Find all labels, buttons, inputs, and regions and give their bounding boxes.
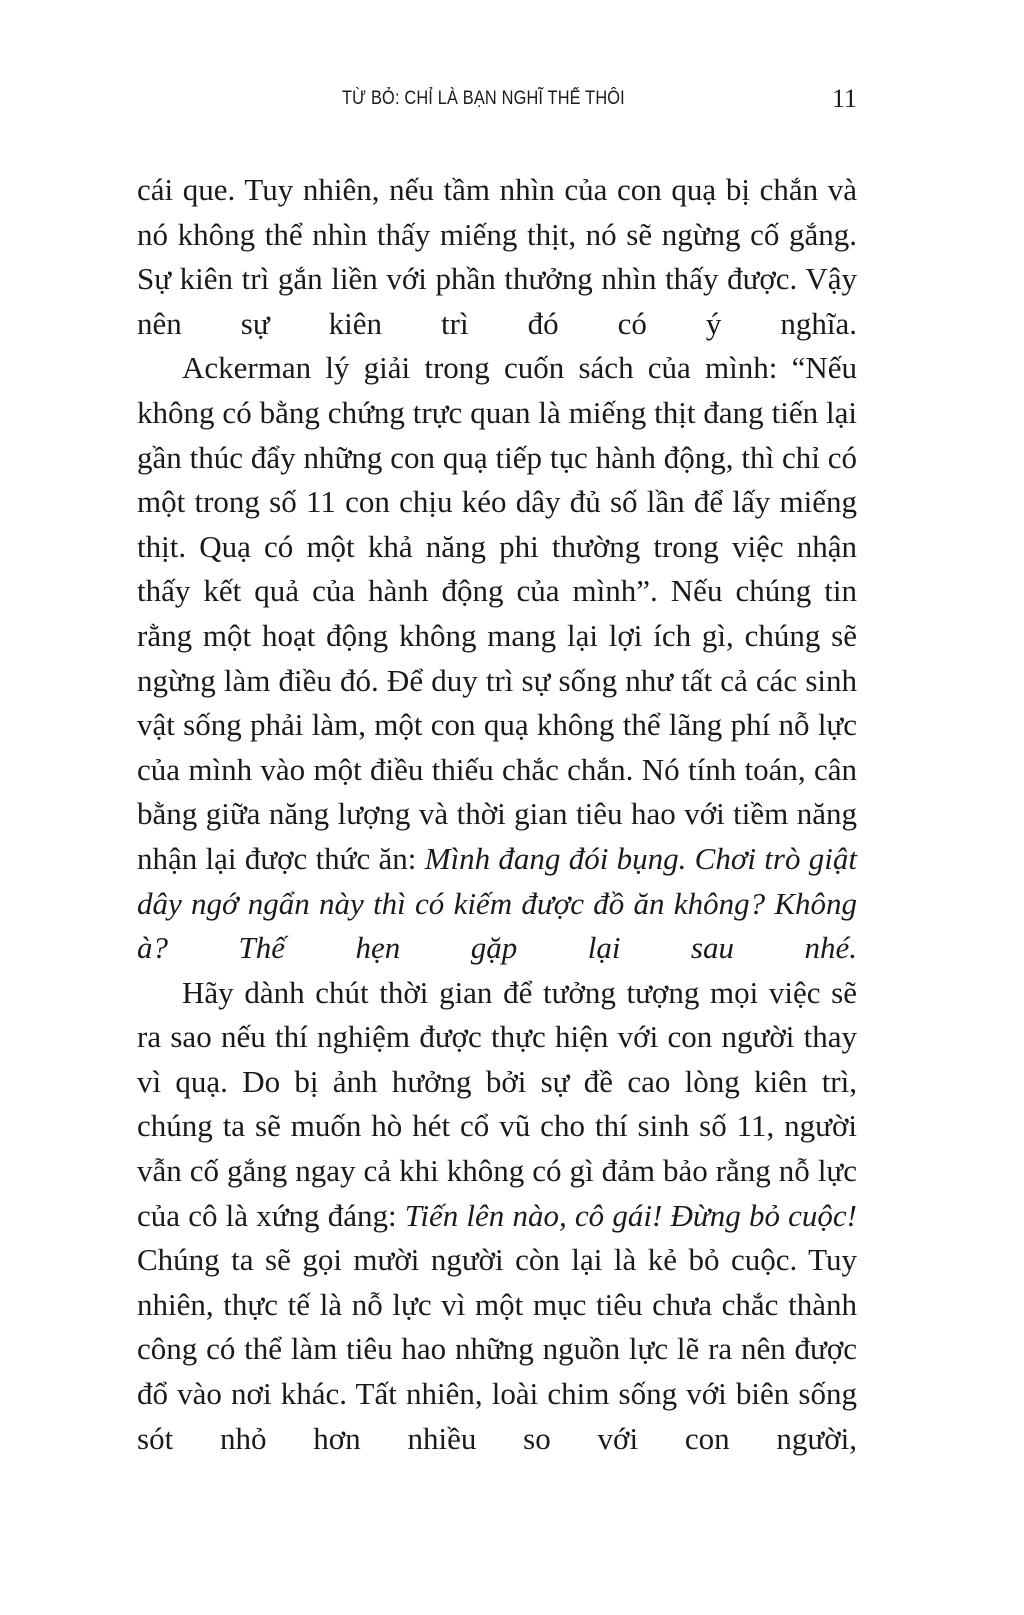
paragraph-text: Hãy dành chút thời gian để tưởng tượng mọi việc sẽ ra sao nếu thí nghiệm được thực hiện với con người thay vì quạ. Do bị ảnh hưởng bởi sự đề cao lòng kiên trì, chúng ta sẽ muốn hò hét cổ vũ cho thí sinh số 11, người vẫn cố gắng ngay cả khi không có gì đảm bảo rằng nỗ lực của cô là xứng đáng: — [137, 974, 857, 1233]
body-text — [137, 168, 857, 1461]
paragraph — [137, 971, 857, 1462]
running-header — [137, 84, 857, 118]
italic-thought: Mình đang đói bụng. Chơi trò giật dây ngớ ngẩn này thì có kiếm được đồ ăn không? Không à? Thế hẹn gặp lại sau nhé. — [137, 840, 857, 966]
page-number: 11 — [831, 84, 857, 113]
chapter-title: TỪ BỎ: CHỈ LÀ BẠN NGHĨ THẾ THÔI — [342, 88, 625, 109]
italic-cheer: Tiến lên nào, cô gái! Đừng bỏ cuộc! — [404, 1197, 858, 1233]
paragraph-text: Ackerman lý giải trong cuốn sách của mình: “Nếu không có bằng chứng trực quan là miếng thịt đang tiến lại gần thúc đẩy những con quạ tiếp tục hành động, thì chỉ có một trong số 11 con chịu kéo dây đủ số lần để lấy miếng thịt. Quạ có một khả năng phi thường trong việc nhận thấy kết quả của hành động của mình”. Nếu chúng tin rằng một hoạt động không mang lại lợi ích gì, chúng sẽ ngừng làm điều đó. Để duy trì sự sống như tất cả các sinh vật sống phải làm, một con quạ không thể lãng phí nỗ lực của mình vào một điều thiếu chắc chắn. Nó tính toán, cân bằng giữa năng lượng và thời gian tiêu hao với tiềm năng nhận lại được thức ăn: — [137, 350, 857, 876]
paragraph-text-continued: Chúng ta sẽ gọi mười người còn lại là kẻ bỏ cuộc. Tuy nhiên, thực tế là nỗ lực vì một mục tiêu chưa chắc thành công có thể làm tiêu hao những nguồn lực lẽ ra nên được đổ vào nơi khác. Tất nhiên, loài chim sống với biên sống sót nhỏ hơn nhiều so với con người, — [137, 1242, 857, 1456]
paragraph — [137, 168, 857, 346]
paragraph-text: cái que. Tuy nhiên, nếu tầm nhìn của con quạ bị chắn và nó không thể nhìn thấy miếng thịt, nó sẽ ngừng cố gắng. Sự kiên trì gắn liền với phần thưởng nhìn thấy được. Vậy nên sự kiên trì đó có ý nghĩa. — [137, 172, 857, 341]
paragraph — [137, 346, 857, 970]
